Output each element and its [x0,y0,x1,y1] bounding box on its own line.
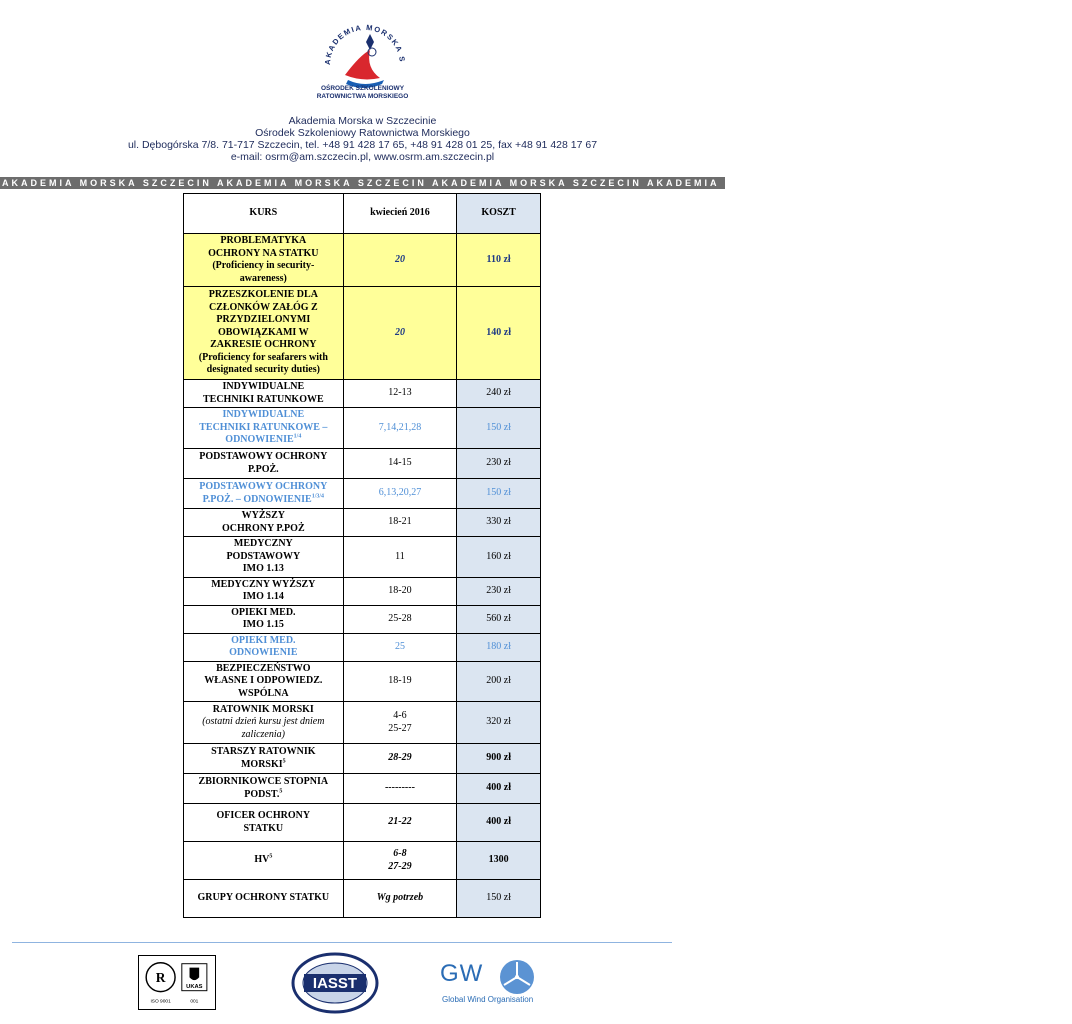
cost-cell: 330 zł [457,509,541,537]
table-row [184,661,541,702]
course-cell: BEZPIECZEŃSTWO WŁASNE I ODPOWIEDZ. WSPÓLNA [184,661,344,702]
dates-cell: 20 [343,287,457,380]
course-cell: INDYWIDUALNE TECHNIKI RATUNKOWE – $ODNOWIENIE^{1/4}$ [184,408,344,449]
cost-cell: 400 zł [457,804,541,842]
cost-cell: 240 zł [457,380,541,408]
table-row [184,408,541,449]
table-row [184,234,541,287]
svg-text:ISO 9001: ISO 9001 [150,999,171,1005]
dates-cell: 20 [343,234,457,287]
dates-cell: 4-6 25-27 [343,702,457,744]
svg-text:001: 001 [190,999,199,1005]
iasst-emblem-icon [290,952,380,1014]
course-cell: INDYWIDUALNE TECHNIKI RATUNKOWE [184,380,344,408]
dates-cell: 18-19 [343,661,457,702]
logo-ring-text: AKADEMIA MORSKA S [322,22,408,66]
table-row [184,633,541,661]
table-row [184,509,541,537]
table-row [184,380,541,408]
table-row [184,605,541,633]
course-cell: PODSTAWOWY OCHRONY P.POŻ. – $ODNOWIENIE^{1/3/4}$ [184,479,344,509]
cost-cell: 320 zł [457,702,541,744]
table-row [184,744,541,774]
course-cell: OPIEKI MED. IMO 1.15 [184,605,344,633]
cost-cell: 150 zł [457,880,541,918]
address-line-1: Akademia Morska w Szczecinie [288,115,437,127]
address-line-2: Ośrodek Szkoleniowy Ratownictwa Morskiego [255,127,470,139]
table-row [184,842,541,880]
table-row [184,774,541,804]
dates-cell: 14-15 [343,449,457,479]
dates-cell: 7,14,21,28 [343,408,457,449]
cost-cell: 160 zł [457,537,541,578]
svg-text:IASST: IASST [312,975,358,992]
dates-cell: 12-13 [343,380,457,408]
dates-cell: 18-21 [343,509,457,537]
course-price-table [183,193,541,918]
gwo-logo [440,958,540,1008]
footer-divider [12,942,672,943]
center-name-line1: OŚRODEK SZKOLENIOWY [320,85,405,92]
cost-cell: 150 zł [457,479,541,509]
course-cell: STARSZY RATOWNIK MORSKI$^5$ [184,744,344,774]
cost-cell: 150 zł [457,408,541,449]
header-dates: kwiecień 2016 [343,194,457,234]
table-row [184,804,541,842]
course-cell: GRUPY OCHRONY STATKU [184,880,344,918]
dates-cell: 11 [343,537,457,578]
gwo-subtitle: Global Wind Organisation [442,995,534,1004]
course-cell: PODSTAWOWY OCHRONY P.POŻ. [184,449,344,479]
course-cell: WYŻSZY OCHRONY P.POŻ [184,509,344,537]
cost-cell: 1300 [457,842,541,880]
course-cell: MEDYCZNY WYŻSZY IMO 1.14 [184,577,344,605]
table-row [184,702,541,744]
iasst-logo [290,952,380,1014]
header-band: AKADEMIA MORSKA SZCZECIN AKADEMIA MORSKA SZCZECIN AKADEMIA MORSKA SZCZECIN AKADEMIA MORSKA SZCZECIN AKADEMIA MORSKA SZCZECIN [2,178,1072,188]
table-row [184,880,541,918]
center-name-line2: RATOWNICTWA MORSKIEGO [316,93,409,100]
dates-cell: 28-29 [343,744,457,774]
course-cell: OPIEKI MED. ODNOWIENIE [184,633,344,661]
course-cell: MEDYCZNY PODSTAWOWY IMO 1.13 [184,537,344,578]
dates-cell: 25-28 [343,605,457,633]
table-row [184,479,541,509]
address-line-4[interactable]: e-mail: osrm@am.szczecin.pl, www.osrm.am.szczecin.pl [230,151,495,163]
cost-cell: 230 zł [457,449,541,479]
dates-cell: 6-8 27-29 [343,842,457,880]
cost-cell: 140 zł [457,287,541,380]
cost-cell: 230 zł [457,577,541,605]
address-line-3: ul. Dębogórska 7/8. 71-717 Szczecin, tel. +48 91 428 17 65, +48 91 428 01 25, fax +48 91 428 17 67 [127,139,598,151]
course-cell: PRZESZKOLENIE DLA CZŁONKÓW ZAŁÓG Z PRZYDZIELONYMI OBOWIĄZKAMI W ZAKRESIE OCHRONY (Proficiency for seafarers with designated security duties) [184,287,344,380]
svg-text:UKAS: UKAS [186,983,203,990]
dates-cell: --------- [343,774,457,804]
dates-cell: Wg potrzeb [343,880,457,918]
table-header-row [184,194,541,234]
course-cell: $HV^5$ [184,842,344,880]
dates-cell: 25 [343,633,457,661]
quality-cert-logo [138,955,216,1010]
table-row [184,449,541,479]
cost-cell: 180 zł [457,633,541,661]
wind-turbine-globe-icon [498,958,536,996]
quality-certificate-icon [139,956,215,1009]
svg-text:R: R [155,970,166,986]
dates-cell: 6,13,20,27 [343,479,457,509]
course-cell: RATOWNIK MORSKI (ostatni dzień kursu jest dniem zaliczenia) [184,702,344,744]
header-course: KURS [184,194,344,234]
course-cell: OFICER OCHRONY STATKU [184,804,344,842]
table-row [184,287,541,380]
course-cell: PROBLEMATYKA OCHRONY NA STATKU (Proficiency in security- awareness) [184,234,344,287]
cost-cell: 110 zł [457,234,541,287]
dates-cell: 21-22 [343,804,457,842]
table-row [184,577,541,605]
cost-cell: 400 zł [457,774,541,804]
course-cell: ZBIORNIKOWCE STOPNIA PODST.$^5$ [184,774,344,804]
svg-text:AKADEMIA MORSKA SZCZECIN [300,20,407,65]
cost-cell: 560 zł [457,605,541,633]
dates-cell: 18-20 [343,577,457,605]
cost-cell: 900 zł [457,744,541,774]
gwo-logo-letters: GW [440,960,484,987]
header-cost: KOSZT [457,194,541,234]
table-row [184,537,541,578]
cost-cell: 200 zł [457,661,541,702]
